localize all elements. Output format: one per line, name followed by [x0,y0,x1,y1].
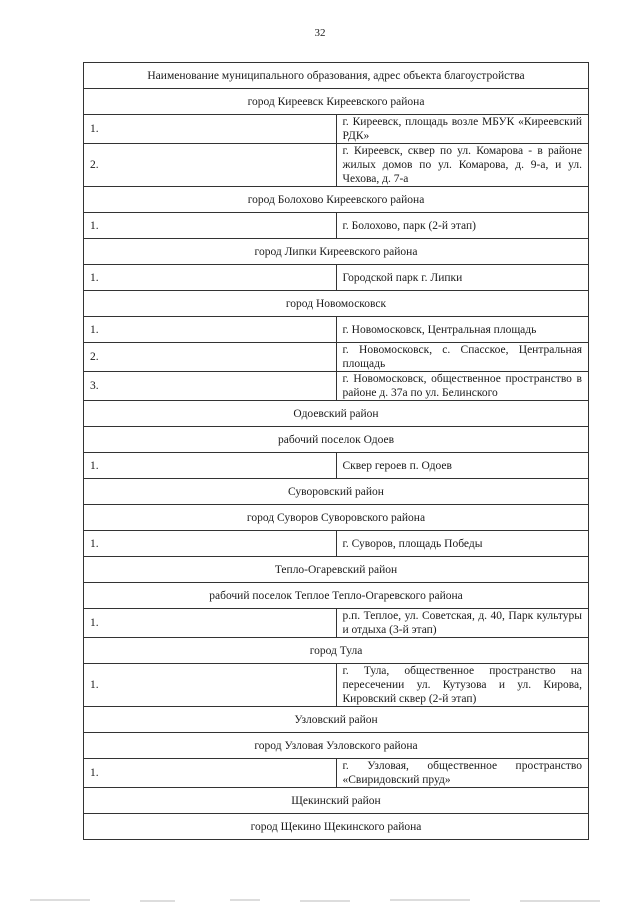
table-row [84,265,589,291]
table-header-row [84,63,589,89]
section-title: Суворовский район [84,479,589,505]
section-title: город Суворов Суворовского района [84,505,589,531]
item-number: 3. [84,372,337,401]
section-title: город Болохово Киреевского района [84,187,589,213]
item-number: 1. [84,317,337,343]
section-title: город Узловая Узловского района [84,733,589,759]
item-address: г. Киреевск, сквер по ул. Комарова - в районе жилых домов по ул. Комарова, д. 9-а, и ул. Чехова, д. 7-а [336,144,589,187]
section-title: город Липки Киреевского района [84,239,589,265]
table-row [84,317,589,343]
table-row [84,144,589,187]
table-row [84,531,589,557]
table-row [84,664,589,707]
section-title: Тепло-Огаревский район [84,557,589,583]
item-number: 1. [84,531,337,557]
section-title: рабочий поселок Теплое Тепло-Огаревского района [84,583,589,609]
item-address: Сквер героев п. Одоев [336,453,589,479]
objects-table [83,62,589,840]
section-row [84,239,589,265]
table-row [84,609,589,638]
section-row [84,814,589,840]
item-number: 2. [84,144,337,187]
section-row [84,707,589,733]
item-number: 1. [84,609,337,638]
section-row [84,638,589,664]
item-address: г. Новомосковск, общественное пространство в районе д. 37а по ул. Белинского [336,372,589,401]
item-address: Городской парк г. Липки [336,265,589,291]
section-title: Узловский район [84,707,589,733]
section-title: Одоевский район [84,401,589,427]
table-row [84,343,589,372]
scan-artifacts [0,895,640,905]
section-title: город Киреевск Киреевского района [84,89,589,115]
item-number: 1. [84,265,337,291]
item-number: 2. [84,343,337,372]
section-row [84,583,589,609]
section-row [84,187,589,213]
item-address: г. Киреевск, площадь возле МБУК «Киреевский РДК» [336,115,589,144]
table-row [84,115,589,144]
table-header: Наименование муниципального образования, адрес объекта благоустройства [84,63,589,89]
item-address: г. Болохово, парк (2-й этап) [336,213,589,239]
page-number: 32 [314,27,326,39]
table-row [84,759,589,788]
item-address: р.п. Теплое, ул. Советская, д. 40, Парк культуры и отдыха (3-й этап) [336,609,589,638]
section-row [84,291,589,317]
item-address: г. Тула, общественное пространство на пересечении ул. Кутузова и ул. Кирова, Кировский сквер (2-й этап) [336,664,589,707]
section-title: город Тула [84,638,589,664]
section-row [84,505,589,531]
section-row [84,733,589,759]
section-row [84,427,589,453]
section-title: Щекинский район [84,788,589,814]
section-title: город Новомосковск [84,291,589,317]
item-number: 1. [84,453,337,479]
table-body [84,63,589,840]
item-number: 1. [84,115,337,144]
section-row [84,788,589,814]
table-row [84,213,589,239]
item-address: г. Новомосковск, с. Спасское, Центральная площадь [336,343,589,372]
section-row [84,401,589,427]
section-row [84,557,589,583]
section-title: рабочий поселок Одоев [84,427,589,453]
item-address: г. Узловая, общественное пространство «Свиридовский пруд» [336,759,589,788]
item-number: 1. [84,664,337,707]
section-row [84,89,589,115]
section-row [84,479,589,505]
item-number: 1. [84,213,337,239]
item-number: 1. [84,759,337,788]
item-address: г. Новомосковск, Центральная площадь [336,317,589,343]
table-row [84,372,589,401]
item-address: г. Суворов, площадь Победы [336,531,589,557]
section-title: город Щекино Щекинского района [84,814,589,840]
table-row [84,453,589,479]
